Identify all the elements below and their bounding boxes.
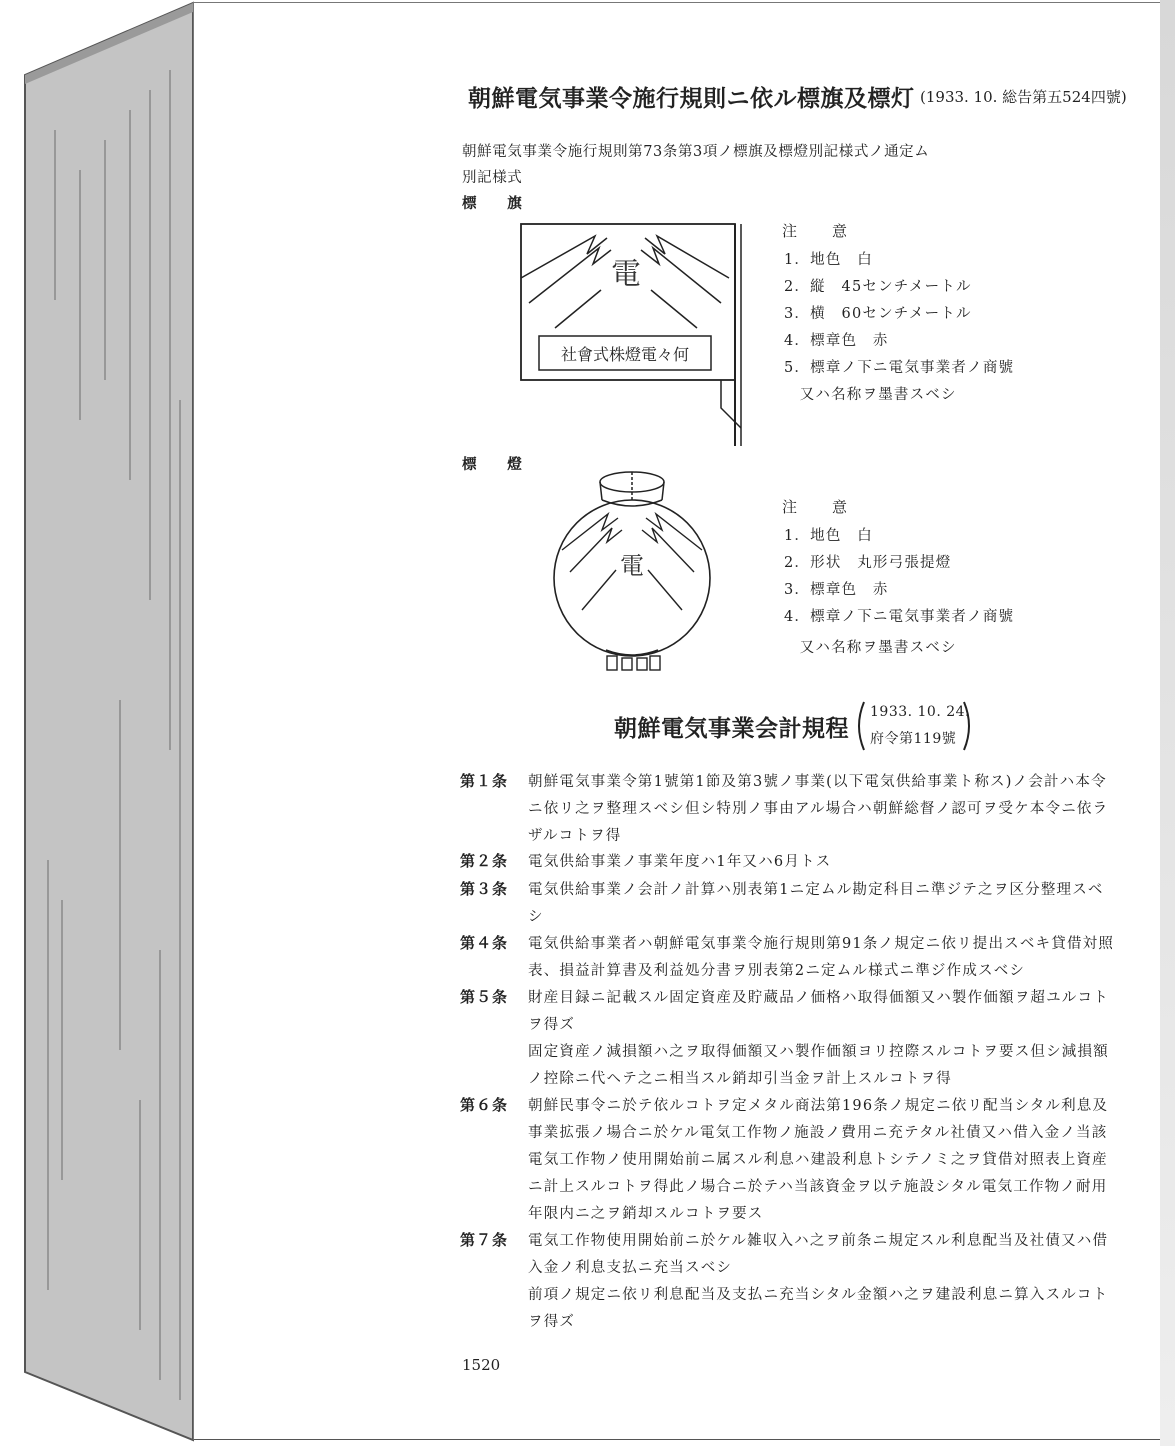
lantern-note-item: 1．地色 白 xyxy=(784,528,873,544)
section-title-ordinance: 府令第119號 xyxy=(870,731,957,747)
article-line: 朝鮮民事令ニ於テ依ルコトヲ定メタル商法第196条ノ規定ニ依リ配当シタル利息及 xyxy=(528,1098,1109,1114)
article-line: ニ依リ之ヲ整理スベシ但シ特別ノ事由アル場合ハ朝鮮総督ノ認可ヲ受ケ本令ニ依ラ xyxy=(528,801,1109,817)
lantern-label: 標 燈 xyxy=(462,456,523,473)
section-title-date: 1933. 10. 24. xyxy=(870,704,971,720)
article-line: ヲ得ズ xyxy=(528,1314,576,1330)
page-title: 朝鮮電気事業令施行規則ニ依ル標旗及標灯 xyxy=(468,85,915,112)
article-label: 第４条 xyxy=(460,934,509,952)
article-line: 固定資産ノ減損額ハ之ヲ取得価額又ハ製作価額ヨリ控際スルコトヲ要ス但シ減損額 xyxy=(528,1044,1109,1060)
article-label: 第７条 xyxy=(460,1231,509,1249)
article-line: 年限内ニ之ヲ銷却スルコトヲ要ス xyxy=(528,1206,764,1222)
article-line: 電気工作物ノ使用開始前ニ属スル利息ハ建設利息トシテノミ之ヲ貸借対照表上資産 xyxy=(528,1152,1108,1168)
article-line: 電気工作物使用開始前ニ於ケル雑収入ハ之ヲ前条ニ規定スル利息配当及社債又ハ借 xyxy=(528,1233,1109,1249)
article-label: 第２条 xyxy=(460,852,509,870)
lantern-notes-title: 注 意 xyxy=(782,498,858,516)
flag-company-text: 社會式株燈電々何 xyxy=(560,345,690,364)
article-label: 第１条 xyxy=(460,772,509,790)
flag-note-item: 4．標章色 赤 xyxy=(784,333,889,349)
article-line: シ xyxy=(528,909,544,925)
appendix-label: 別記様式 xyxy=(462,170,523,186)
article-line: 電気供給事業者ハ朝鮮電気事業令施行規則第91条ノ規定ニ依リ提出スベキ貸借対照 xyxy=(528,936,1115,952)
intro-text: 朝鮮電気事業令施行規則第73条第3項ノ標旗及標燈別記様式ノ通定ム xyxy=(462,144,930,160)
lantern-note-item: 又ハ名称ヲ墨書スベシ xyxy=(784,640,957,656)
article-line: 財産目録ニ記載スル固定資産及貯蔵品ノ価格ハ取得価額又ハ製作価額ヲ超ユルコト xyxy=(528,990,1109,1006)
article-line: ヲ得ズ xyxy=(528,1017,576,1033)
flag-note-item: 1．地色 白 xyxy=(784,252,873,268)
article-line: 朝鮮電気事業令第1號第1節及第3號ノ事業(以下電気供給事業ト称ス)ノ会計ハ本令 xyxy=(528,774,1107,790)
article-label: 第６条 xyxy=(460,1096,509,1114)
flag-notes-title: 注 意 xyxy=(782,222,858,240)
article-line: ザルコトヲ得 xyxy=(528,828,622,844)
article-line: ニ計上スルコトヲ得此ノ場合ニ於テハ当該資金ヲ以テ施設シタル電気工作物ノ耐用 xyxy=(528,1179,1108,1195)
article-line: 電気供給事業ノ会計ノ計算ハ別表第1ニ定ムル勘定科目ニ準ジテ之ヲ区分整理スベ xyxy=(528,882,1104,898)
page-edge xyxy=(1160,0,1175,1446)
article-line: 前項ノ規定ニ依リ利息配当及支払ニ充当シタル金額ハ之ヲ建設利息ニ算入スルコト xyxy=(528,1287,1109,1303)
lantern-note-item: 4．標章ノ下ニ電気事業者ノ商號 xyxy=(784,609,1015,625)
page-number: 1520 xyxy=(462,1356,501,1374)
flag-note-item: 3．横 60センチメートル xyxy=(784,306,972,322)
article-line: 表、損益計算書及利益処分書ヲ別表第2ニ定ムル様式ニ準ジ作成スベシ xyxy=(528,963,1026,979)
lantern-note-item: 2．形状 丸形弓張提燈 xyxy=(784,555,952,571)
title-note: (1933. 10. 総告第五524四號) xyxy=(920,88,1127,106)
flag-label: 標 旗 xyxy=(462,195,523,212)
article-label: 第３条 xyxy=(460,880,509,898)
lantern-figure xyxy=(552,460,722,680)
article-line: 事業拡張ノ場合ニ於ケル電気工作物ノ施設ノ費用ニ充テタル社債又ハ借入金ノ当該 xyxy=(528,1125,1108,1141)
flag-note-item: 5．標章ノ下ニ電気事業者ノ商號 xyxy=(784,360,1015,376)
lantern-note-item: 3．標章色 赤 xyxy=(784,582,889,598)
flag-emblem-icon: 電 xyxy=(611,257,641,292)
flag-note-item: 又ハ名称ヲ墨書スベシ xyxy=(784,387,957,403)
book-edge xyxy=(0,0,200,1446)
section-title: 朝鮮電気事業会計規程 xyxy=(614,715,849,742)
article-line: 入金ノ利息支払ニ充当スベシ xyxy=(528,1260,733,1276)
article-label: 第５条 xyxy=(460,988,509,1006)
flag-figure xyxy=(515,218,745,450)
article-line: ノ控除ニ代ヘテ之ニ相当スル銷却引当金ヲ計上スルコトヲ得 xyxy=(528,1071,952,1087)
lantern-emblem-icon: 電 xyxy=(620,552,644,580)
flag-note-item: 2．縦 45センチメートル xyxy=(784,279,972,295)
article-line: 電気供給事業ノ事業年度ハ1年又ハ6月トス xyxy=(528,854,832,870)
